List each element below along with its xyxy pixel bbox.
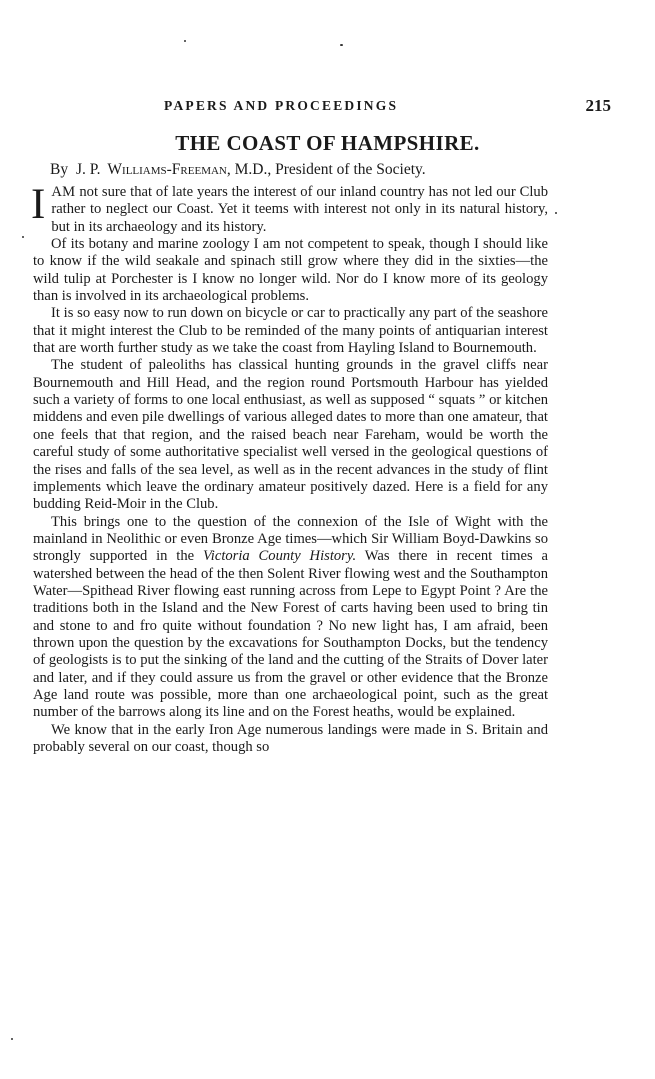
- paragraph-4: The student of paleoliths has classical hunting grounds in the gravel cliffs near Bournemouth and Hill Head, and the region round Portsmouth Harbour has yielded such a variety of forms to one local enthusiast, as well as supposed “ squats ” or kitchen middens and even pile dwellings of various alleged dates to more than one amateur, that one feels that that region, and the raised beach near Fareham, would be worth the careful study of some authoritative specialist well versed in the geological questions of the rises and falls of the sea level, as well as in the recent advances in the study of flint implements which leave the ordinary amateur positively dazed. Here is a field for any budding Reid-Moir in the Club.: [33, 357, 548, 513]
- scan-speck: [11, 1038, 13, 1040]
- paragraph-3: It is so easy now to run down on bicycle or car to practically any part of the seashore that it might interest the Club to be reminded of the many points of antiquarian interest that are worth further study as we take the coast from Hayling Island to Bournemouth.: [33, 305, 548, 357]
- article-body: [31, 181, 548, 756]
- italic-title: Victoria County History.: [202, 548, 357, 565]
- scan-speck: [555, 212, 557, 214]
- byline-prefix: By: [50, 161, 69, 178]
- paragraph-text-after: Was there in recent times a watershed between the head of the then Solent River flowing west and the Southampton Water—Spithead River flowing east running across from Lepe to Egypt Point ? Are the traditions both in the Island and the New Forest of carts having been used to bring tin and stone to and fro quite without foundation ? No new light has, I am afraid, been thrown upon the question by the excavations for Southampton Docks, but the tendency of geologists is to put the sinking of the land and the cutting of the Straits of Dover later and later, and if they could assure us from the gravel or other evidence that the Bronze Age land route was possible, more than one archaeological point, such as the great number of the barrows along its line and on the Forest heaths, would be explained.: [33, 548, 548, 721]
- paragraph-text-before: This brings one to the question of the connexion of the Isle of Wight with the mainland in Neolithic or even Bronze Age times—which Sir William Boyd-Dawkins so strongly supported in the: [33, 513, 548, 565]
- paragraph-lead: AM: [51, 184, 76, 200]
- drop-cap: I: [31, 181, 46, 228]
- article-title: THE COAST OF HAMPSHIRE.: [175, 131, 480, 155]
- page-number: 215: [585, 96, 611, 115]
- author-credentials: M.D., President of the Society.: [234, 161, 426, 178]
- paragraph-5: [33, 514, 548, 722]
- byline: [50, 161, 610, 179]
- author-surname: Williams-Freeman,: [107, 161, 231, 178]
- scan-speck: [22, 236, 24, 238]
- paragraph-2: Of its botany and marine zoology I am not competent to speak, though I should like to know if the wild seakale and spinach still grow where they did in the sixties—the wild tulip at Porchester is I know no longer wild. Nor do I know more of its geology than is involved in its archaeological problems.: [33, 236, 548, 305]
- scan-speck: [340, 44, 343, 46]
- author-given-names: J. P.: [75, 161, 101, 178]
- paragraph-6: We know that in the early Iron Age numerous landings were made in S. Britain and probably several on our coast, though so: [33, 721, 548, 755]
- scan-speck: [184, 40, 186, 42]
- running-title: PAPERS AND PROCEEDINGS: [164, 98, 399, 113]
- paragraph-text: not sure that of late years the interest of our inland country has not led our Club rather to neglect our Coast. Yet it teems with interest not only in its natural history, but in its archaeology and its history.: [51, 184, 548, 235]
- paragraph-1: [31, 181, 548, 236]
- running-head: [40, 98, 615, 118]
